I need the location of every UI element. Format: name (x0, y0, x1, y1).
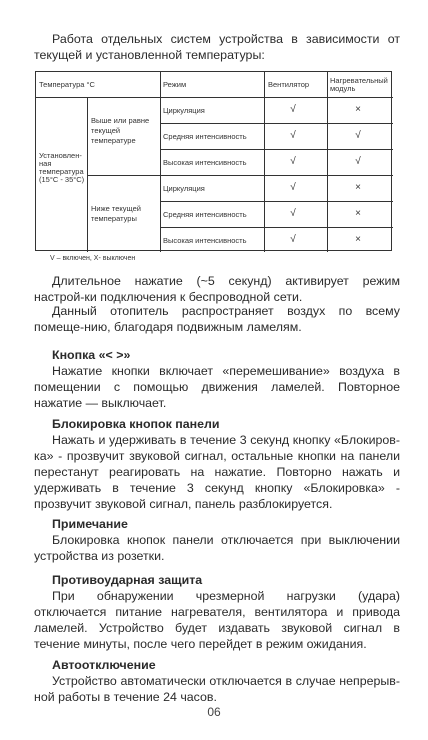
mode-cell: Высокая интенсивность (163, 235, 247, 245)
header-mode: Режим (163, 80, 187, 89)
heater-mark: √ (355, 156, 361, 167)
air-distribution-paragraph: Данный отопитель распространяет воздух по всему помеще-нию, благодаря подвижным ламелям. (34, 304, 400, 334)
heater-mark: × (355, 234, 361, 245)
heater-mark: × (355, 208, 361, 219)
header-temperature: Температура °С (39, 80, 95, 89)
section-text: Блокировка кнопок панели отключается при выключении устройства из розетки. (34, 533, 400, 563)
heater-mark: × (355, 104, 361, 115)
section-title: Автоотключение (52, 658, 156, 672)
heater-mark: × (355, 182, 361, 193)
mode-cell: Высокая интенсивность (163, 157, 247, 167)
mode-cell: Средняя интенсивность (163, 209, 247, 219)
table-legend: V – включен, Х- выключен (50, 255, 136, 262)
intro-paragraph: Работа отдельных систем устройства в зависимости от текущей и установленной температуры: (34, 32, 400, 62)
header-fan: Вентилятор (268, 80, 310, 89)
fan-mark: √ (290, 208, 296, 219)
table-rule (160, 201, 393, 202)
set-temperature-label: Установлен-ная температура (15°С - 35°С) (39, 151, 85, 184)
header-heater: Нагревательный модуль (330, 75, 388, 93)
fan-mark: √ (290, 234, 296, 245)
section-title: Кнопка «< >» (52, 348, 131, 362)
section-text: Нажатие кнопки включает «перемешивание» воздуха в помещении с помощью движения ламелей. Повторное нажатие — выключает. (34, 364, 400, 410)
table-rule (160, 72, 161, 252)
table-rule (87, 175, 393, 176)
section-title: Примечание (52, 517, 128, 531)
table-rule (327, 72, 328, 252)
mode-cell: Циркуляция (163, 183, 205, 193)
fan-mark: √ (290, 156, 296, 167)
table-rule (160, 149, 393, 150)
mode-cell: Циркуляция (163, 105, 205, 115)
table-rule (87, 97, 88, 252)
page-number: 06 (207, 705, 221, 719)
long-press-paragraph: Длительное нажатие (~5 секунд) активирует режим настрой-ки подключения к беспроводной сети. (34, 274, 400, 304)
fan-mark: √ (290, 182, 296, 193)
section-text: При обнаружении чрезмерной нагрузки (удара) отключается питание нагревателя, вентилятора и привода ламелей. Устройство будет издавать звуковой сигнал в течение минуты, после чего перейдет в режим ожидания. (34, 589, 400, 651)
mode-cell: Средняя интенсивность (163, 131, 247, 141)
table-rule (160, 227, 393, 228)
fan-mark: √ (290, 104, 296, 115)
heater-mark: √ (355, 130, 361, 141)
section-text: Устройство автоматически отключается в случае непрерыв-ной работы в течение 24 часов. (34, 674, 400, 704)
table-rule (160, 123, 393, 124)
table-rule (264, 72, 265, 252)
condition-below: Ниже текущей температуры (91, 204, 141, 223)
section-title: Противоударная защита (52, 573, 203, 587)
section-text: Нажать и удерживать в течение 3 секунд кнопку «Блокиров-ка» - прозвучит звуковой сигнал, остальные кнопки на панели перестанут реагировать на нажатие. Повторно нажать и удерживать в течение 3 секунд кнопку «Блокировка» - прозвучит звуковой сигнал, панель разблокируется. (34, 433, 400, 511)
fan-mark: √ (290, 130, 296, 141)
section-title: Блокировка кнопок панели (52, 417, 220, 431)
table-rule (36, 97, 393, 98)
temperature-mode-table (35, 71, 392, 251)
condition-above: Выше или равне текущей температуре (91, 116, 150, 145)
